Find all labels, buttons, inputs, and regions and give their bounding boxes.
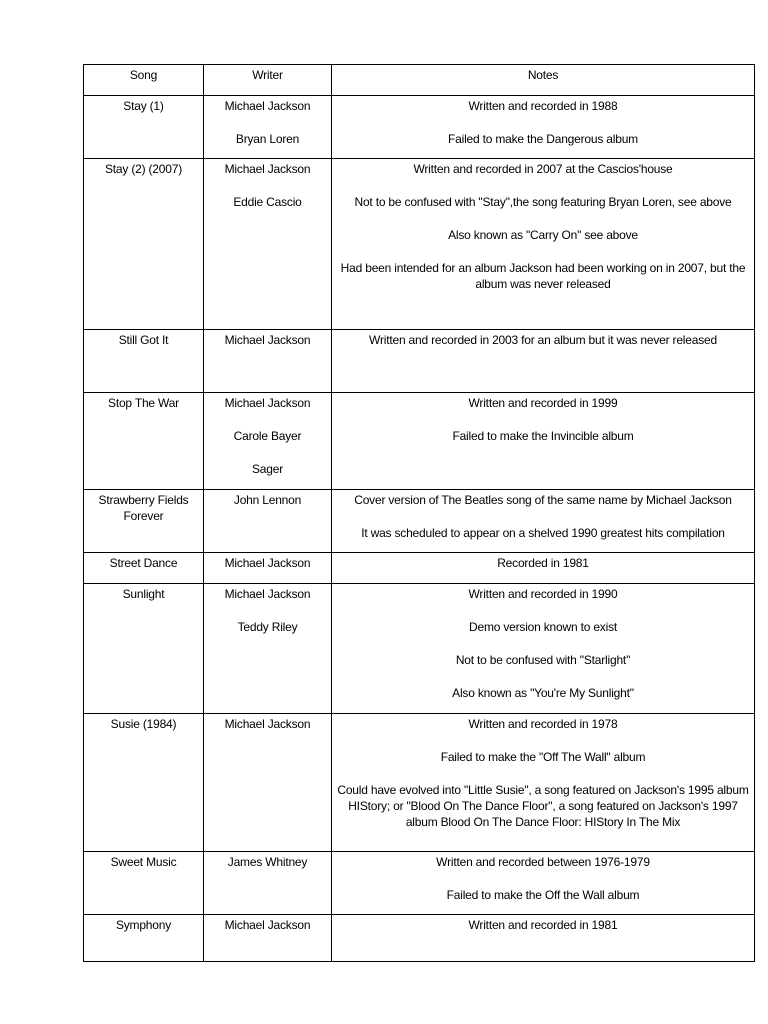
songs-table: [83, 64, 755, 962]
song-text: Still Got It: [118, 333, 169, 347]
writer-text: Michael Jackson: [224, 99, 311, 113]
writer-text: John Lennon: [233, 493, 302, 507]
song-text: Stay (1): [123, 99, 164, 113]
notes-text: Written and recorded in 1981: [468, 918, 618, 932]
song-cell: [84, 330, 204, 393]
table-row: [84, 553, 755, 584]
notes-text: Demo version known to exist: [469, 620, 617, 634]
song-text: Stop The War: [108, 396, 179, 410]
writer-text: James Whitney: [227, 855, 308, 869]
table-row: [84, 852, 755, 915]
writer-text: Eddie Cascio: [233, 195, 302, 209]
writer-text: Michael Jackson: [224, 587, 311, 601]
table-row: [84, 584, 755, 714]
writer-text: Michael Jackson: [224, 396, 311, 410]
notes-text: Not to be confused with "Starlight": [455, 653, 631, 667]
notes-cell: [332, 393, 755, 490]
writer-text: Sager: [251, 462, 284, 476]
writer-text: Michael Jackson: [224, 556, 311, 570]
song-text: Sweet Music: [110, 855, 177, 869]
writer-cell: [204, 393, 332, 490]
song-text: Symphony: [115, 918, 172, 932]
song-cell: [84, 852, 204, 915]
notes-text: Written and recorded between 1976-1979: [436, 855, 650, 869]
table-row: [84, 159, 755, 330]
song-text: Street Dance: [109, 556, 178, 570]
song-cell: [84, 915, 204, 962]
notes-text: Failed to make the Off the Wall album: [446, 888, 640, 902]
song-cell: [84, 553, 204, 584]
header-song: Song: [84, 65, 204, 96]
header-writer: Writer: [204, 65, 332, 96]
song-text: Susie (1984): [110, 717, 177, 731]
song-text: Strawberry Fields Forever: [98, 493, 189, 523]
writer-text: Michael Jackson: [224, 162, 311, 176]
writer-cell: [204, 490, 332, 553]
notes-cell: [332, 714, 755, 852]
notes-text: Could have evolved into "Little Susie", a song featured on Jackson's 1995 album HIStory; or "Blood On The Dance Floor", a song featured on Jackson's 1997 album Blood On The Dance Floor: HIStory In The Mix: [337, 783, 749, 829]
notes-cell: [332, 96, 755, 159]
writer-text: Michael Jackson: [224, 333, 311, 347]
notes-cell: [332, 330, 755, 393]
notes-cell: [332, 553, 755, 584]
notes-text: Also known as "Carry On" see above: [448, 228, 638, 242]
writer-cell: [204, 584, 332, 714]
notes-cell: [332, 915, 755, 962]
notes-text: Written and recorded in 1978: [468, 717, 618, 731]
song-cell: [84, 714, 204, 852]
notes-text: Recorded in 1981: [497, 556, 589, 570]
notes-text: Not to be confused with "Stay",the song featuring Bryan Loren, see above: [354, 195, 732, 209]
song-cell: [84, 159, 204, 330]
writer-cell: [204, 553, 332, 584]
notes-text: Cover version of The Beatles song of the same name by Michael Jackson: [354, 493, 732, 507]
writer-text: Bryan Loren: [235, 132, 300, 146]
notes-text: Written and recorded in 1999: [468, 396, 618, 410]
notes-text: Written and recorded in 1988: [468, 99, 618, 113]
table-header-row: [84, 65, 755, 96]
table-row: [84, 393, 755, 490]
notes-cell: [332, 490, 755, 553]
notes-text: Failed to make the Dangerous album: [448, 132, 638, 146]
song-text: Stay (2) (2007): [104, 162, 183, 176]
writer-text: Teddy Riley: [237, 620, 298, 634]
table-row: [84, 330, 755, 393]
writer-text: Michael Jackson: [224, 717, 311, 731]
notes-text: It was scheduled to appear on a shelved 1990 greatest hits compilation: [361, 526, 725, 540]
notes-cell: [332, 159, 755, 330]
song-cell: [84, 393, 204, 490]
writer-text: Carole Bayer: [233, 429, 302, 443]
writer-cell: [204, 714, 332, 852]
writer-cell: [204, 330, 332, 393]
writer-cell: [204, 96, 332, 159]
table-row: [84, 96, 755, 159]
notes-cell: [332, 584, 755, 714]
notes-text: Written and recorded in 1990: [468, 587, 618, 601]
notes-text: Written and recorded in 2003 for an album but it was never released: [369, 333, 717, 347]
table-row: [84, 714, 755, 852]
table-row: [84, 490, 755, 553]
notes-text: Failed to make the Invincible album: [452, 429, 634, 443]
table-row: [84, 915, 755, 962]
song-text: Sunlight: [122, 587, 165, 601]
notes-text: Written and recorded in 2007 at the Cascios'house: [413, 162, 673, 176]
writer-cell: [204, 159, 332, 330]
notes-text: Had been intended for an album Jackson had been working on in 2007, but the album was never released: [340, 261, 746, 291]
header-notes: Notes: [332, 65, 755, 96]
writer-cell: [204, 915, 332, 962]
writer-text: Michael Jackson: [224, 918, 311, 932]
writer-cell: [204, 852, 332, 915]
notes-cell: [332, 852, 755, 915]
song-cell: [84, 584, 204, 714]
notes-text: Failed to make the "Off The Wall" album: [440, 750, 646, 764]
notes-text: Also known as "You're My Sunlight": [452, 686, 634, 700]
song-cell: [84, 96, 204, 159]
song-cell: [84, 490, 204, 553]
